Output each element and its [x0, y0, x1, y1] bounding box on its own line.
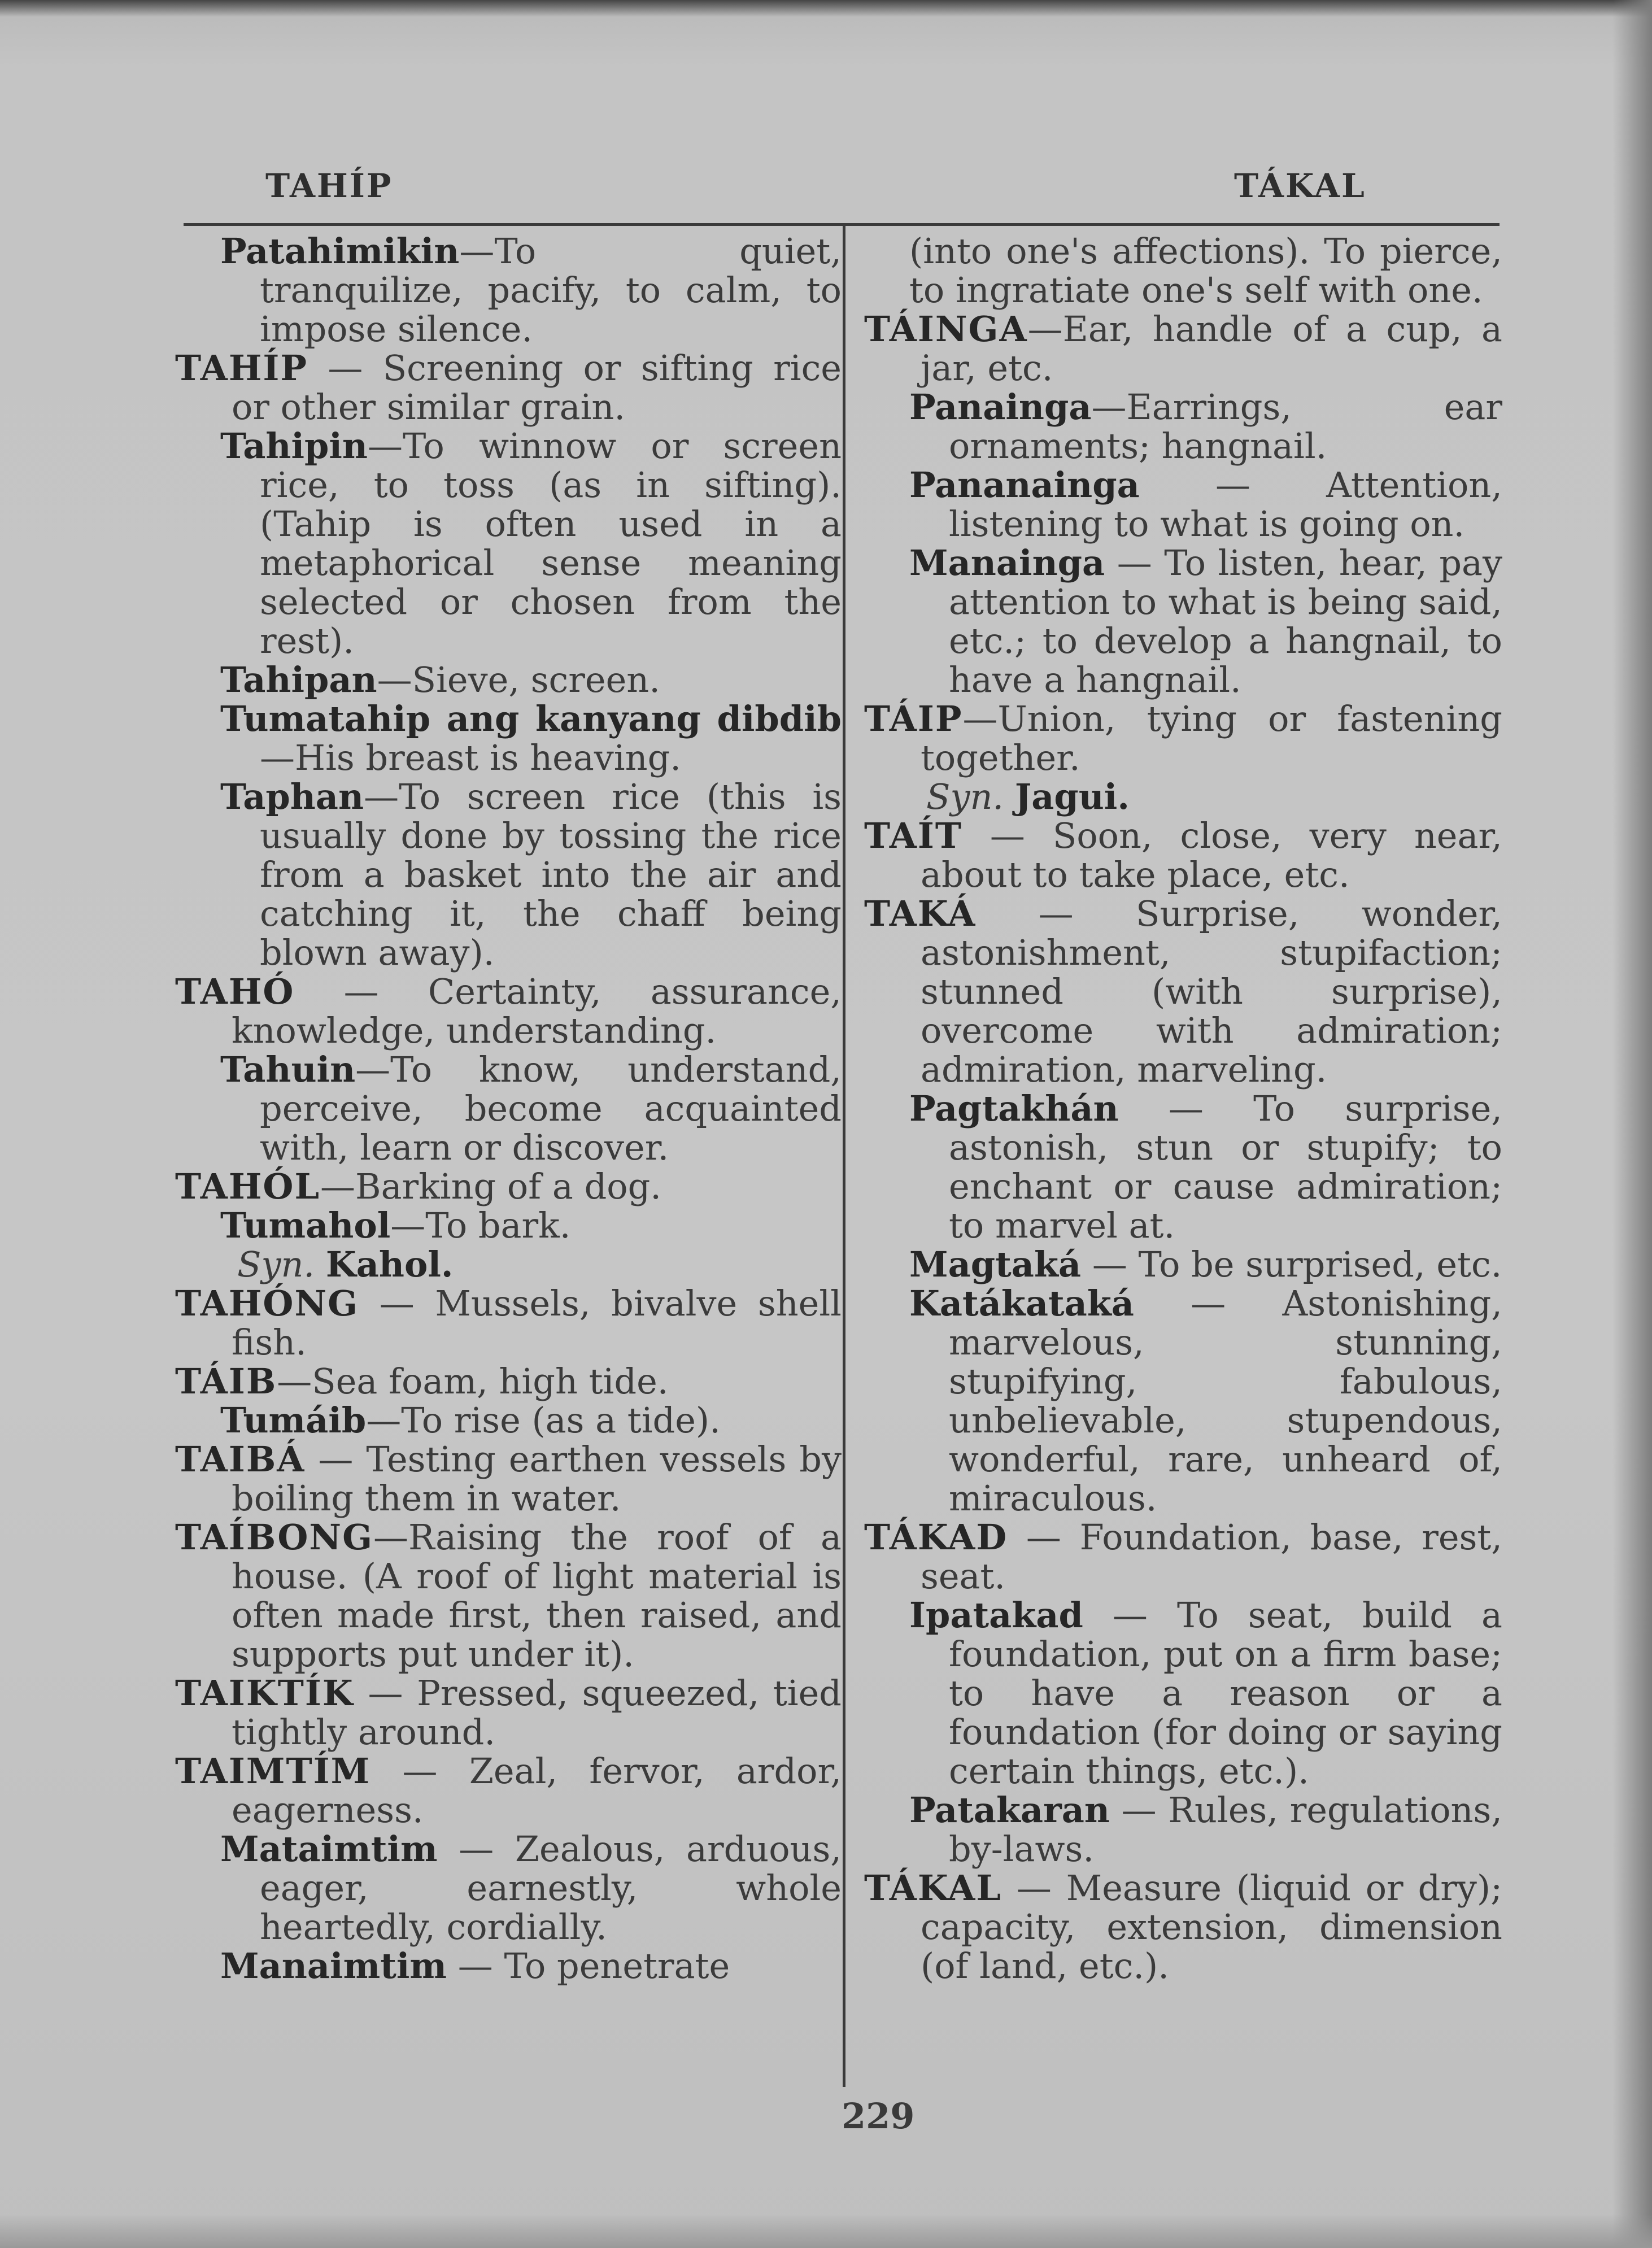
entry-definition: To seat, build a foundation, put on a firm base; to have a reason or a foundation (for doing or saying certain things, etc.).	[949, 1594, 1502, 1792]
dictionary-entry	[864, 387, 1502, 465]
dictionary-entry	[864, 816, 1502, 894]
entry-subheadword: Tahipin	[220, 425, 368, 467]
dictionary-entry	[175, 1050, 842, 1167]
dictionary-entry	[864, 1790, 1502, 1868]
dictionary-entry	[864, 699, 1502, 777]
dictionary-entry	[175, 777, 842, 972]
entry-separator: —	[366, 1400, 402, 1441]
entry-definition: (into one's affections). To pierce, to ingratiate one's self with one.	[909, 230, 1502, 311]
entry-separator: —	[437, 1828, 515, 1870]
entry-headword: TAHÓ	[175, 971, 295, 1012]
entry-separator: —	[308, 347, 383, 389]
entry-separator: —	[359, 1283, 435, 1324]
entry-definition: Testing earthen vessels by boiling them in water.	[232, 1439, 842, 1519]
synonym-label: Syn.	[926, 776, 1004, 817]
entry-subheadword: Pagtakhán	[909, 1088, 1119, 1129]
entry-subheadword: Manainga	[909, 542, 1105, 583]
dictionary-entry	[864, 1089, 1502, 1245]
dictionary-entry	[175, 1674, 842, 1752]
entry-separator: —	[1083, 1594, 1177, 1636]
dictionary-entry	[175, 1206, 842, 1245]
dictionary-entry	[175, 1946, 842, 1985]
dictionary-entry	[175, 232, 842, 348]
entry-separator: —	[447, 1945, 504, 1986]
entry-headword: TAHÓL	[175, 1166, 321, 1207]
entry-separator: —	[962, 698, 998, 739]
entry-subheadword: Katákataká	[909, 1283, 1134, 1324]
entry-separator: —	[962, 815, 1053, 856]
dictionary-entry	[175, 348, 842, 426]
synonym-label: Syn.	[237, 1244, 315, 1285]
entry-separator: —	[1105, 542, 1165, 583]
header-rule	[184, 223, 1500, 226]
entry-separator: —	[1134, 1283, 1283, 1324]
synonym-word: Jagui.	[1014, 776, 1130, 817]
entry-headword: TAÍBONG	[175, 1517, 374, 1558]
right-column	[864, 232, 1502, 1985]
page-top-edge-shadow	[0, 0, 1652, 17]
entry-definition: To know, understand, perceive, become acquainted with, learn or discover.	[260, 1049, 842, 1168]
entry-definition: Zeal, fervor, ardor, eagerness.	[232, 1750, 842, 1831]
entry-subheadword: Taphan	[220, 776, 364, 817]
dictionary-entry	[175, 1284, 842, 1362]
dictionary-entry	[864, 1596, 1502, 1790]
entry-separator: —	[390, 1205, 426, 1246]
synonym-word: Kahol.	[325, 1244, 454, 1285]
entry-headword: TÁINGA	[864, 308, 1028, 350]
entry-headword: TAÍT	[864, 815, 962, 856]
dictionary-entry	[175, 1167, 842, 1206]
entry-definition: Screening or sifting rice or other similar grain.	[232, 347, 842, 428]
entry-definition: Ear, handle of a cup, a jar, etc.	[921, 308, 1502, 389]
page-bottom-edge-shadow	[0, 2214, 1652, 2248]
entry-headword: TAIKTÍK	[175, 1672, 354, 1714]
entry-subheadword: Mataimtim	[220, 1828, 438, 1870]
dictionary-entry	[864, 465, 1502, 543]
entry-definition: Sieve, screen.	[412, 659, 660, 700]
entry-subheadword: Tumahol	[220, 1205, 391, 1246]
entry-definition: To surprise, astonish, stun or stupify; to enchant or cause admiration; to marvel at.	[949, 1088, 1502, 1246]
entry-headword: TÁIP	[864, 698, 963, 739]
entry-headword: TÁIB	[175, 1361, 277, 1402]
entry-definition: To quiet, tranquilize, pacify, to calm, to impose silence.	[260, 230, 842, 350]
entry-separator: —	[1008, 1517, 1080, 1558]
entry-definition: To be surprised, etc.	[1138, 1244, 1502, 1285]
entry-separator: —	[459, 230, 495, 272]
entry-definition: Foundation, base, rest, seat.	[921, 1517, 1503, 1597]
entry-headword: TAHÍP	[175, 347, 308, 389]
dictionary-entry	[864, 777, 1502, 816]
entry-subheadword: Panainga	[909, 386, 1092, 428]
entry-headword: TÁKAD	[864, 1517, 1008, 1558]
entry-separator: —	[305, 1439, 367, 1480]
entry-separator: —	[364, 776, 399, 817]
entry-separator: —	[1091, 386, 1127, 428]
entry-separator: —	[260, 737, 295, 778]
entry-separator: —	[370, 1750, 469, 1792]
entry-definition: Astonishing, marvelous, stunning, stupifying, fabulous, unbelievable, stupendous, wonderful, rare, unheard of, miraculous.	[949, 1283, 1502, 1519]
dictionary-entry	[175, 1829, 842, 1946]
entry-separator: —	[1139, 464, 1327, 506]
entry-definition: Raising the roof of a house. (A roof of light material is often made first, then raised, and supports put under it).	[232, 1517, 842, 1675]
entry-subheadword: Patakaran	[909, 1789, 1110, 1831]
page-number: 229	[842, 2095, 915, 2137]
entry-definition: Soon, close, very near, about to take place, etc.	[921, 815, 1502, 895]
entry-separator: —	[354, 1672, 417, 1714]
entry-separator: —	[1001, 1867, 1066, 1909]
dictionary-entry	[175, 1440, 842, 1518]
entry-separator: —	[373, 1517, 409, 1558]
entry-definition: To winnow or screen rice, to toss (as in sifting). (Tahip is often used in a metaphorical sense meaning selected or chosen from the rest).	[260, 425, 842, 661]
entry-subheadword: Ipatakad	[909, 1594, 1083, 1636]
entry-headword: TAIMTÍM	[175, 1750, 371, 1792]
entry-headword: TAHÓNG	[175, 1283, 359, 1324]
entry-separator: —	[1081, 1244, 1139, 1285]
entry-definition: Certainty, assurance, knowledge, understanding.	[232, 971, 842, 1051]
dictionary-entry	[175, 972, 842, 1050]
entry-definition: Mussels, bivalve shell fish.	[232, 1283, 842, 1363]
entry-separator: —	[377, 659, 412, 700]
dictionary-entry	[175, 1752, 842, 1829]
entry-definition: To listen, hear, pay attention to what is being said, etc.; to develop a hangnail, to have a hangnail.	[949, 542, 1503, 700]
dictionary-entry	[864, 1284, 1502, 1518]
entry-definition: His breast is heaving.	[295, 737, 681, 778]
entry-definition: Sea foam, high tide.	[312, 1361, 669, 1402]
entry-subheadword: Patahimikin	[220, 230, 460, 272]
entry-subheadword: Tahipan	[220, 659, 377, 700]
page-right-edge-shadow	[1612, 0, 1652, 2248]
entry-subheadword: Tumáib	[220, 1400, 367, 1441]
entry-definition: Zealous, arduous, eager, earnestly, whole heartedly, cordially.	[260, 1828, 842, 1948]
entry-definition: To bark.	[425, 1205, 571, 1246]
entry-subheadword: Tumatahip ang kanyang dibdib	[220, 698, 842, 739]
entry-definition: Rules, regulations, by-laws.	[949, 1789, 1502, 1870]
dictionary-entry	[864, 232, 1502, 310]
dictionary-entry	[864, 1518, 1502, 1596]
dictionary-entry	[175, 1401, 842, 1440]
dictionary-entry	[175, 699, 842, 777]
entry-subheadword: Pananainga	[909, 464, 1140, 506]
entry-definition: To screen rice (this is usually done by tossing the rice from a basket into the air and catching it, the chaff being blown away).	[260, 776, 842, 973]
entry-subheadword: Tahuin	[220, 1049, 356, 1090]
entry-definition: Pressed, squeezed, tied tightly around.	[232, 1672, 842, 1753]
running-head-right: TÁKAL	[1234, 167, 1366, 205]
entry-separator: —	[320, 1166, 356, 1207]
entry-definition: Surprise, wonder, astonishment, stupifaction; stunned (with surprise), overcome with admiration; admiration, marveling.	[921, 893, 1502, 1090]
entry-headword: TÁKAL	[864, 1867, 1002, 1909]
entry-headword: TAKÁ	[864, 893, 977, 934]
left-column	[175, 232, 842, 1985]
entry-definition: Measure (liquid or dry); capacity, extension, dimension (of land, etc.).	[921, 1867, 1503, 1986]
dictionary-entry	[864, 543, 1502, 699]
entry-definition: To penetrate	[504, 1945, 730, 1986]
column-divider	[843, 223, 845, 2087]
running-head-left: TAHÍP	[265, 167, 393, 205]
entry-definition: Union, tying or fastening together.	[921, 698, 1502, 778]
entry-headword: TAIBÁ	[175, 1439, 306, 1480]
dictionary-entry	[175, 1518, 842, 1674]
entry-definition: Attention, listening to what is going on.	[949, 464, 1502, 544]
dictionary-entry	[175, 660, 842, 699]
entry-separator: —	[976, 893, 1136, 934]
dictionary-entry	[864, 1868, 1502, 1985]
entry-separator: —	[1027, 308, 1063, 350]
entry-separator: —	[1118, 1088, 1254, 1129]
entry-separator: —	[294, 971, 428, 1012]
entry-definition: Barking of a dog.	[355, 1166, 661, 1207]
entry-definition: Earrings, ear ornaments; hangnail.	[949, 386, 1502, 467]
dictionary-entry	[864, 310, 1502, 387]
entry-definition: To rise (as a tide).	[401, 1400, 721, 1441]
dictionary-entry	[175, 426, 842, 660]
entry-subheadword: Magtaká	[909, 1244, 1082, 1285]
dictionary-entry	[864, 1245, 1502, 1284]
dictionary-entry	[175, 1362, 842, 1401]
entry-separator: —	[368, 425, 403, 467]
entry-subheadword: Manaimtim	[220, 1945, 447, 1986]
dictionary-entry	[864, 894, 1502, 1089]
dictionary-entry	[175, 1245, 842, 1284]
entry-separator: —	[277, 1361, 312, 1402]
entry-separator: —	[355, 1049, 391, 1090]
entry-separator: —	[1110, 1789, 1169, 1831]
